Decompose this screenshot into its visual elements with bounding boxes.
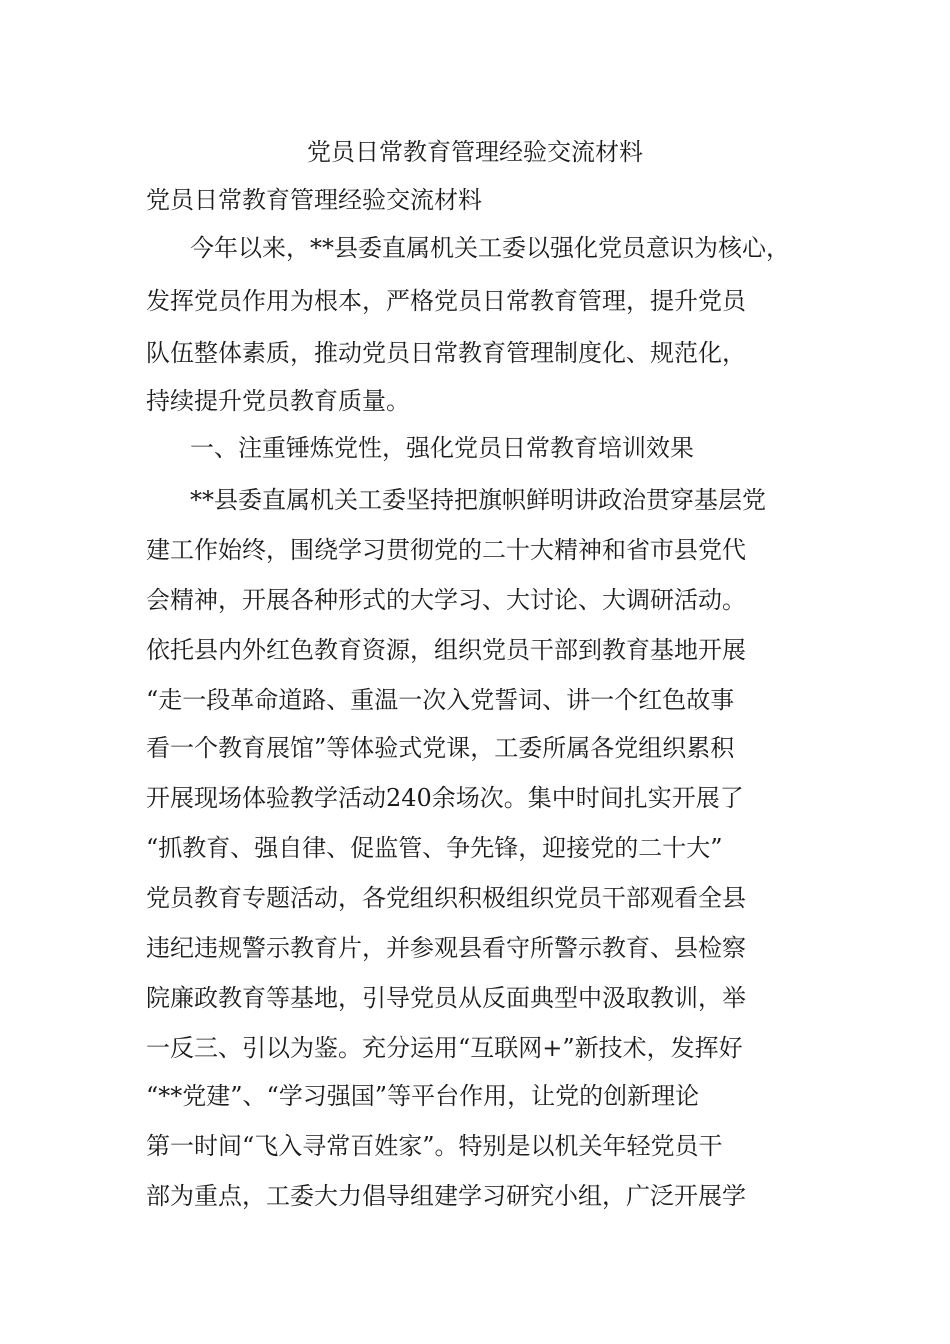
paragraph-line: 队伍整体素质，推动党员日常教育管理制度化、规范化， bbox=[146, 339, 746, 367]
paragraph-line: 党员教育专题活动，各党组织积极组织党员干部观看全县 bbox=[146, 884, 746, 912]
paragraph-line: “走一段革命道路、重温一次入党誓词、讲一个红色故事 bbox=[146, 686, 735, 714]
paragraph-line: 第一时间“飞入寻常百姓家”。特别是以机关年轻党员干 bbox=[146, 1132, 723, 1160]
section-heading: 一、注重锤炼党性，强化党员日常教育培训效果 bbox=[190, 434, 694, 462]
paragraph-line: 看一个教育展馆”等体验式党课，工委所属各党组织累积 bbox=[146, 734, 735, 762]
paragraph-line: 部为重点，工委大力倡导组建学习研究小组，广泛开展学 bbox=[146, 1182, 746, 1210]
paragraph-line: 开展现场体验教学活动240余场次。集中时间扎实开展了 bbox=[146, 784, 744, 812]
paragraph-line: 发挥党员作用为根本，严格党员日常教育管理，提升党员 bbox=[146, 287, 746, 315]
paragraph-line: **县委直属机关工委坚持把旗帜鲜明讲政治贯穿基层党 bbox=[190, 486, 766, 514]
document-title: 党员日常教育管理经验交流材料 bbox=[307, 138, 643, 166]
paragraph-line: 建工作始终，围绕学习贯彻党的二十大精神和省市县党代 bbox=[146, 536, 746, 564]
paragraph-line: 持续提升党员教育质量。 bbox=[146, 387, 410, 415]
paragraph-line: 院廉政教育等基地，引导党员从反面典型中汲取教训，举 bbox=[146, 984, 746, 1012]
document-subtitle: 党员日常教育管理经验交流材料 bbox=[146, 186, 482, 214]
paragraph-line: 违纪违规警示教育片，并参观县看守所警示教育、县检察 bbox=[146, 934, 746, 962]
paragraph-line: 今年以来，**县委直属机关工委以强化党员意识为核心， bbox=[190, 234, 790, 262]
paragraph-line: 会精神，开展各种形式的大学习、大讨论、大调研活动。 bbox=[146, 586, 746, 614]
paragraph-line: “抓教育、强自律、促监管、争先锋，迎接党的二十大” bbox=[146, 834, 723, 862]
paragraph-line: 依托县内外红色教育资源，组织党员干部到教育基地开展 bbox=[146, 636, 746, 664]
paragraph-line: “**党建”、“学习强国”等平台作用，让党的创新理论 bbox=[146, 1082, 700, 1110]
paragraph-line: 一反三、引以为鉴。充分运用“互联网+”新技术，发挥好 bbox=[146, 1034, 743, 1062]
